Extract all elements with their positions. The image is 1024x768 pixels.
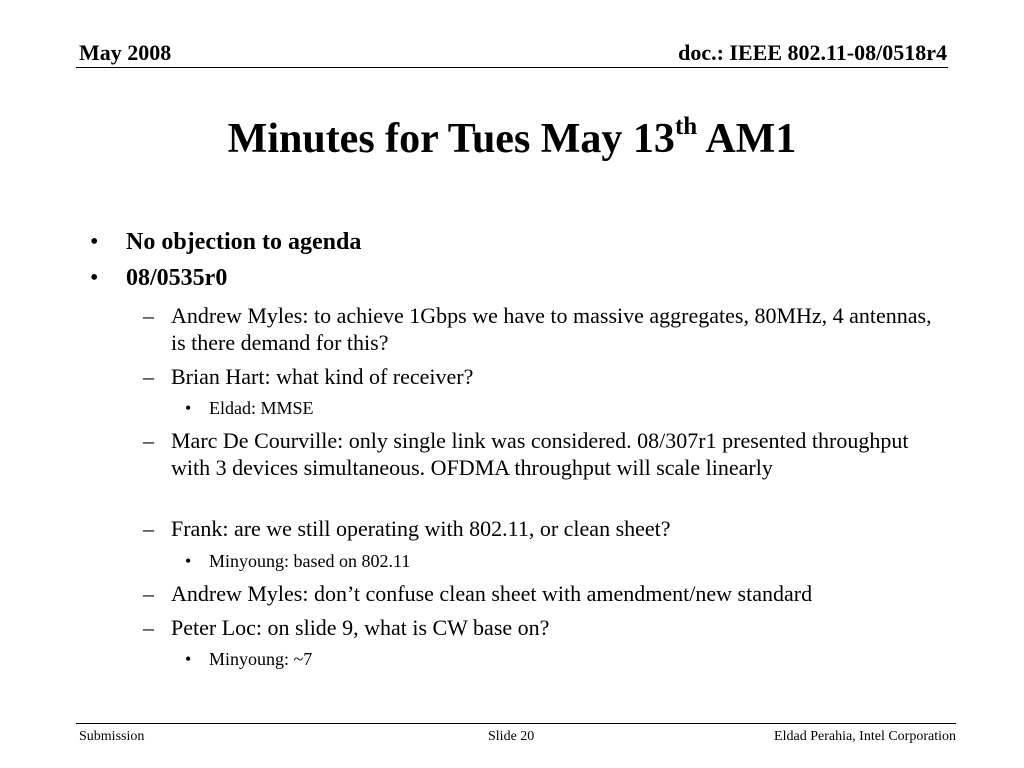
bullet-item-agenda: No objection to agenda xyxy=(126,229,362,255)
bullet-icon: • xyxy=(185,649,192,669)
header-doc-id: doc.: IEEE 802.11-08/0518r4 xyxy=(678,40,947,65)
bullet-icon: • xyxy=(90,229,99,255)
dash-icon: – xyxy=(143,581,154,606)
bullet-icon: • xyxy=(185,551,192,571)
dash-icon: – xyxy=(143,364,154,389)
dash-icon: – xyxy=(143,428,154,453)
header-date: May 2008 xyxy=(79,40,172,65)
dash-icon: – xyxy=(143,303,154,328)
sub-item-peter-loc: Peter Loc: on slide 9, what is CW base on? xyxy=(171,615,550,640)
bullet-icon: • xyxy=(90,265,99,291)
sub-item-andrew-myles-1: Andrew Myles: to achieve 1Gbps we have to massive aggregates, 80MHz, 4 antennas, is there demand for this? xyxy=(171,303,932,355)
footer-slide-number: Slide 20 xyxy=(488,729,535,744)
footer-submission: Submission xyxy=(79,729,145,744)
dash-icon: – xyxy=(143,516,154,541)
reply-eldad: Eldad: MMSE xyxy=(209,398,314,418)
bullet-icon: • xyxy=(185,398,192,418)
title-suffix: AM1 xyxy=(697,116,797,162)
footer-author: Eldad Perahia, Intel Corporation xyxy=(774,729,956,744)
title-superscript: th xyxy=(674,113,698,140)
reply-minyoung-2: Minyoung: ~7 xyxy=(209,649,313,669)
sub-item-brian-hart: Brian Hart: what kind of receiver? xyxy=(171,364,474,389)
title-main: Minutes for Tues May 13 xyxy=(227,116,675,162)
sub-item-marc-de-courville: Marc De Courville: only single link was considered. 08/307r1 presented throughput with 3 devices simultaneous. OFDMA throughput will scale linearly xyxy=(171,428,909,480)
sub-item-frank: Frank: are we still operating with 802.11, or clean sheet? xyxy=(171,516,671,541)
sub-item-andrew-myles-2: Andrew Myles: don’t confuse clean sheet with amendment/new standard xyxy=(171,581,813,606)
bullet-item-document: 08/0535r0 xyxy=(126,265,228,291)
dash-icon: – xyxy=(143,615,154,640)
footer-divider xyxy=(76,723,956,724)
reply-minyoung-1: Minyoung: based on 802.11 xyxy=(209,551,411,571)
